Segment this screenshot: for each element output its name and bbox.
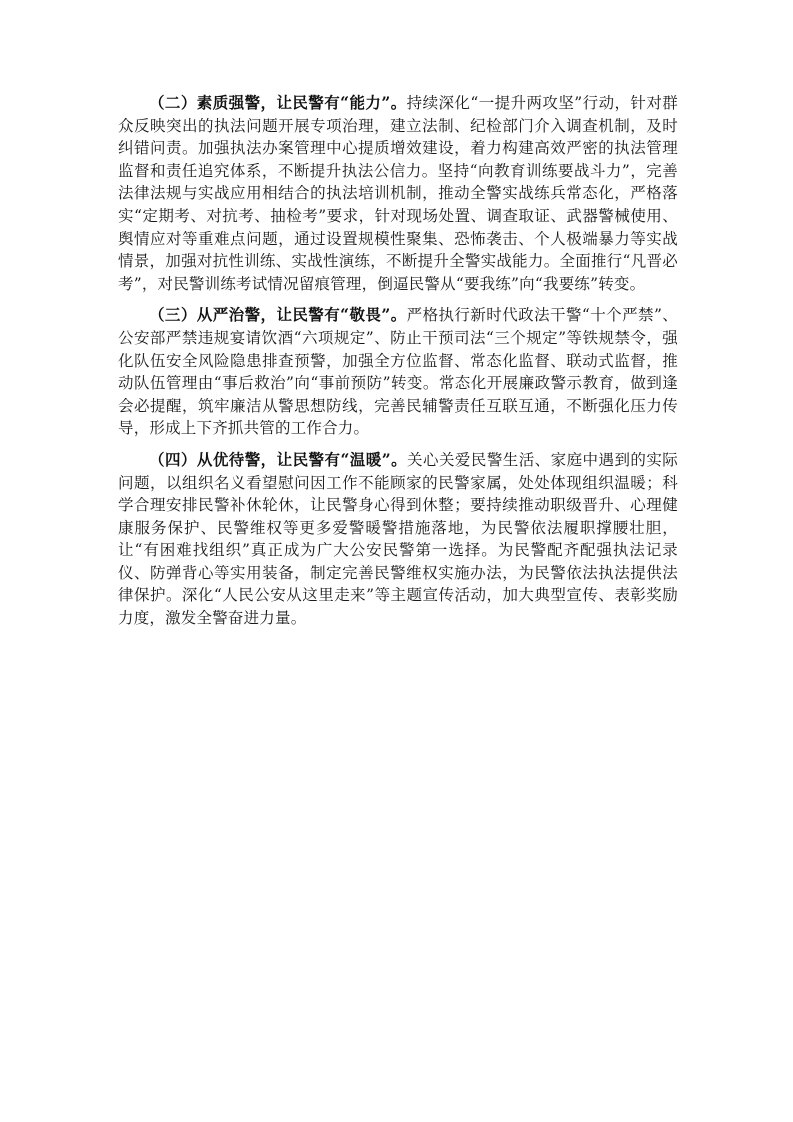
section-heading-awe: （三）从严治警，让民警有“敬畏”。	[149, 305, 407, 325]
section-text-awe: 严格执行新时代政法干警“十个严禁”、公安部严禁违规宴请饮酒“六项规定”、防止干预司法“三个规定”等铁规禁令，强化队伍安全风险隐患排查预警，加强全方位监督、常态化监督、联动式监督，推动队伍管理由“事后救治”向“事前预防”转变。常态化开展廉政警示教育，做到逢会必提醒，筑牢廉洁从警思想防线，完善民辅警责任互联互通，不断强化压力传导，形成上下齐抓共管的工作合力。	[118, 306, 678, 438]
section-text-warmth: 关心关爱民警生活、家庭中遇到的实际问题，以组织名义看望慰问因工作不能顾家的民警家属，处处体现组织温暖；科学合理安排民警补休轮休，让民警身心得到休整；要持续推动职级晋升、心理健康服务保护、民警维权等更多爱警暖警措施落地，为民警依法履职撑腰壮胆，让“有困难找组织”真正成为广大公安民警第一选择。为民警配齐配强执法记录仪、防弹背心等实用装备，制定完善民警维权实施办法，为民警依法执法提供法律保护。深化“人民公安从这里走来”等主题宣传活动，加大典型宣传、表彰奖励力度，激发全警奋进力量。	[118, 450, 679, 628]
section-heading-warmth: （四）从优待警，让民警有“温暖”。	[149, 449, 408, 469]
section-heading-ability: （二）素质强警，让民警有“能力”。	[149, 93, 407, 112]
document-body	[118, 92, 678, 639]
paragraph-warmth	[118, 449, 678, 630]
paragraph-awe	[118, 304, 678, 440]
section-text-ability: 持续深化“一提升两攻坚”行动，针对群众反映突出的执法问题开展专项治理，建立法制、纪检部门介入调查机制，及时纠错问责。加强执法办案管理中心提质增效建设，着力构建高效严密的执法管理监督和责任追究体系，不断提升执法公信力。坚持“向教育训练要战斗力”，完善法律法规与实战应用相结合的执法培训机制，推动全警实战练兵常态化，严格落实“定期考、对抗考、抽检考”要求，针对现场处置、调查取证、武器警械使用、舆情应对等重难点问题，通过设置规模性聚集、恐怖袭击、个人极端暴力等实战情景，加强对抗性训练、实战性演练，不断提升全警实战能力。全面推行“凡晋必考”，对民警训练考试情况留痕管理，倒逼民警从“要我练”向“我要练”转变。	[118, 94, 678, 293]
paragraph-ability	[118, 92, 678, 295]
